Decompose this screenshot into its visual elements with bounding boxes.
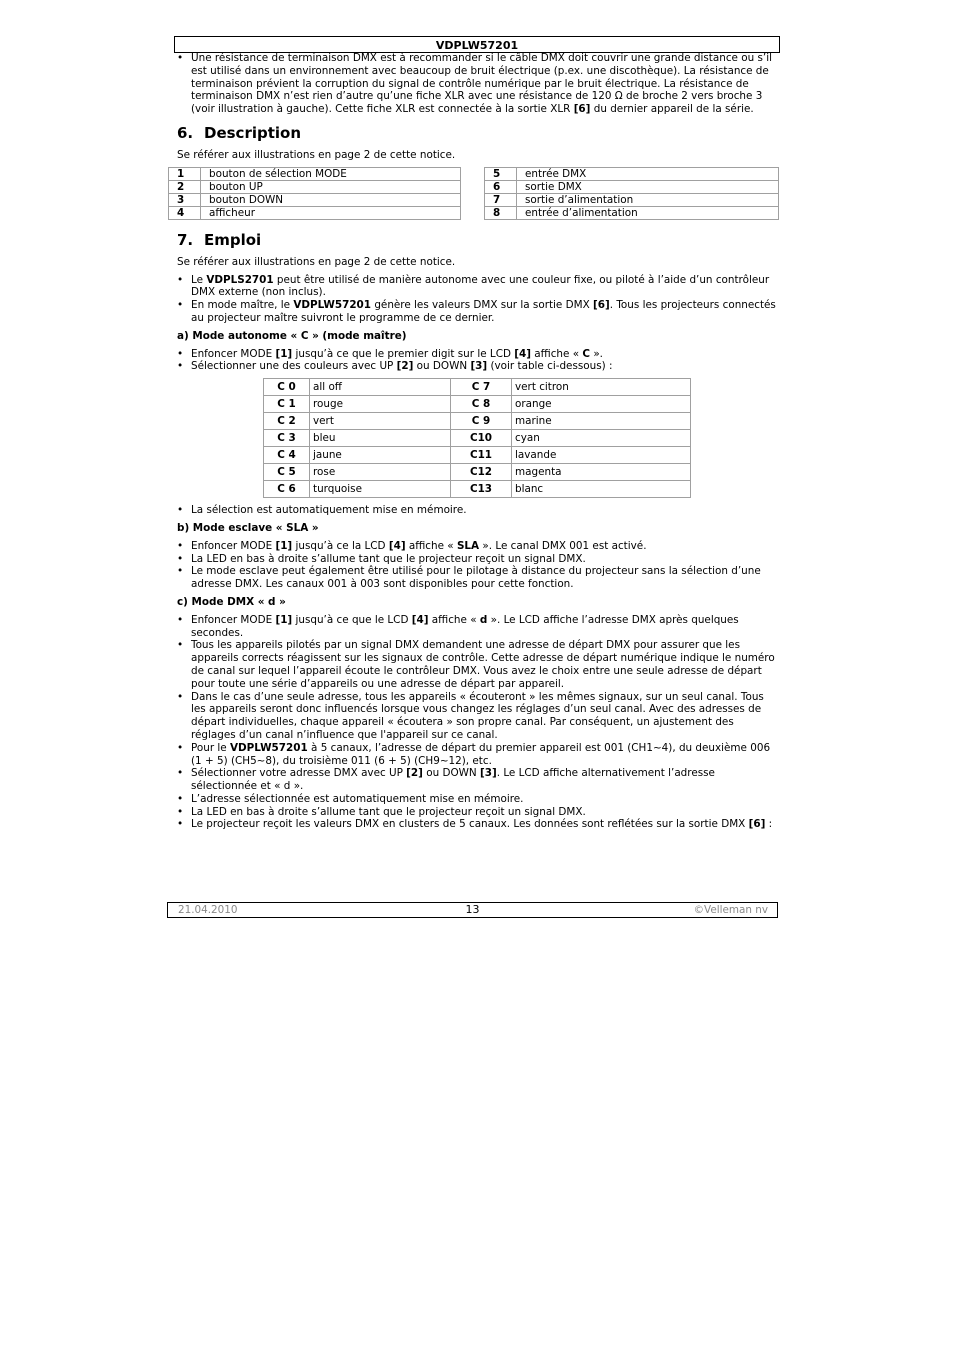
color-name: blanc: [512, 481, 691, 498]
ref: [1]: [275, 539, 293, 552]
section-7-ref: Se référer aux illustrations en page 2 de cette notice.: [177, 255, 456, 268]
table-row: [264, 430, 691, 447]
color-name: all off: [310, 379, 451, 396]
subsection-c-list: [177, 614, 777, 832]
part-number: 3: [169, 193, 201, 206]
text: jusqu’à ce que le premier digit sur le LCD: [292, 347, 515, 360]
color-table: [263, 378, 691, 498]
footer-date: 21.04.2010: [178, 904, 238, 916]
color-code: C 2: [264, 413, 310, 430]
color-code: C 1: [264, 396, 310, 413]
ref: [4]: [411, 613, 429, 626]
text: Enfoncer MODE: [191, 613, 276, 626]
text: à 5 canaux, l’adresse de départ du premier appareil est 001 (CH1~4), du deuxième 006 (1 + 5) (CH5~8), du troisième 011 (6 + 5) (CH9~12), etc.: [191, 741, 771, 767]
ref: [6]: [573, 103, 591, 116]
text: jusqu’à ce la LCD: [292, 539, 389, 552]
table-row: [485, 206, 779, 219]
list-item: [177, 360, 777, 373]
table-row: [264, 413, 691, 430]
text: :: [765, 818, 773, 831]
list-item: [177, 742, 777, 768]
text: Le projecteur reçoit les valeurs DMX en clusters de 5 canaux. Les données sont reflétées sur la sortie DMX: [191, 818, 749, 831]
text: du dernier appareil de la série.: [590, 103, 754, 116]
part-number: 2: [169, 180, 201, 193]
section-7-list: [177, 274, 777, 325]
ref: [1]: [275, 613, 293, 626]
list-item: [177, 614, 777, 640]
color-code: C13: [451, 481, 512, 498]
section-number: 7.: [177, 230, 194, 249]
ref: [4]: [514, 347, 531, 360]
text: Sélectionner une des couleurs avec UP: [191, 360, 397, 373]
list-item: • La LED en bas à droite s’allume tant que le projecteur reçoit un signal DMX.: [177, 553, 777, 566]
section-title: Description: [204, 123, 302, 142]
ref: C: [582, 347, 591, 360]
text: Une résistance de terminaison DMX est à recommander si le câble DMX doit couvrir une grande distance ou s’il est utilisé dans un environnement avec beaucoup de bruit électrique (p.ex. une discothèque). La résistance de terminaison prévient la corruption du signal de contrôle numérique par le bruit électrique. La résistance de terminaison DMX n’est rien d’autre qu’une fiche XLR avec une résistance de 120 Ω de broche 2 vers broche 3 (voir illustration à gauche). Cette fiche XLR est connectée à la sortie XLR: [191, 52, 772, 116]
text: Enfoncer MODE: [191, 539, 276, 552]
text: ». Le canal DMX 001 est activé.: [479, 539, 647, 552]
model: VDPLW57201: [230, 741, 308, 754]
subsection-a-title: a) Mode autonome « C » (mode maître): [177, 329, 407, 342]
color-name: orange: [512, 396, 691, 413]
color-code: C 0: [264, 379, 310, 396]
text: ou DOWN: [413, 360, 471, 373]
intro-bullet: [177, 52, 777, 116]
ref: d: [479, 613, 488, 626]
subsection-b-list: [177, 540, 777, 591]
text: peut être utilisé de manière autonome avec une couleur fixe, ou piloté à l’aide d’un contrôleur DMX externe (non inclus).: [191, 273, 770, 299]
color-code: C12: [451, 464, 512, 481]
color-code: C 6: [264, 481, 310, 498]
section-number: 6.: [177, 123, 194, 142]
model: VDPLW57201: [293, 299, 372, 312]
intro-list: [177, 52, 777, 116]
list-item: • La sélection est automatiquement mise en mémoire.: [177, 504, 777, 517]
color-code: C 9: [451, 413, 512, 430]
color-code: C 8: [451, 396, 512, 413]
color-name: bleu: [310, 430, 451, 447]
text: génère les valeurs DMX sur la sortie DMX: [371, 299, 594, 312]
color-code: C 5: [264, 464, 310, 481]
color-name: vert: [310, 413, 451, 430]
table-row: [169, 206, 461, 219]
description-table-left: [168, 167, 461, 220]
list-item: [177, 348, 777, 361]
table-row: [264, 396, 691, 413]
ref: [6]: [748, 818, 766, 831]
text: ». Le LCD affiche l’adresse DMX après quelques secondes.: [191, 613, 739, 639]
ref: [1]: [275, 347, 293, 360]
part-number: 1: [169, 167, 201, 180]
part-label: bouton DOWN: [201, 193, 461, 206]
text: . Le LCD affiche alternativement l’adresse sélectionnée et « d ».: [191, 767, 715, 793]
part-label: bouton UP: [201, 180, 461, 193]
text: En mode maître, le: [191, 299, 294, 312]
color-code: C11: [451, 447, 512, 464]
color-code: C 3: [264, 430, 310, 447]
list-item: [177, 299, 777, 325]
table-row: [264, 464, 691, 481]
text: ou DOWN: [422, 767, 480, 780]
header-model: VDPLW57201: [174, 36, 780, 53]
part-number: 8: [485, 206, 517, 219]
list-item: [177, 818, 777, 831]
content: [177, 52, 777, 831]
text: affiche «: [405, 539, 457, 552]
color-name: vert citron: [512, 379, 691, 396]
part-number: 4: [169, 206, 201, 219]
ref: [2]: [406, 767, 423, 780]
description-table-right: [484, 167, 779, 220]
page-footer: [167, 902, 778, 918]
list-item: [177, 540, 777, 553]
text: Pour le: [191, 741, 230, 754]
text: (voir table ci-dessous) :: [487, 360, 613, 373]
list-item: • Dans le cas d’une seule adresse, tous les appareils « écouteront » les mêmes signaux, sur un seul canal. Tous les appareils seront donc influencés lorsque vous changez les réglages d’un seul canal. Avec des adresses de départ individuelles, chaque appareil « écoutera » son propre canal. Par conséquent, un ajustement des réglages d’un canal n’influence que l'appareil sur ce canal.: [177, 691, 777, 742]
color-code: C10: [451, 430, 512, 447]
subsection-c-title: c) Mode DMX « d »: [177, 595, 286, 608]
text: Sélectionner votre adresse DMX avec UP: [191, 767, 407, 780]
table-row: [485, 193, 779, 206]
color-name: jaune: [310, 447, 451, 464]
table-row: [485, 180, 779, 193]
list-item: • La LED en bas à droite s’allume tant que le projecteur reçoit un signal DMX.: [177, 806, 777, 819]
table-row: [169, 193, 461, 206]
text: jusqu’à ce que le LCD: [292, 613, 412, 626]
text: Enfoncer MODE: [191, 347, 276, 360]
table-row: [169, 180, 461, 193]
section-6-heading: [177, 124, 777, 142]
section-7-heading: [177, 231, 777, 249]
part-number: 5: [485, 167, 517, 180]
subsection-a-list: [177, 348, 777, 374]
color-code: C 7: [451, 379, 512, 396]
part-number: 7: [485, 193, 517, 206]
ref: [2]: [396, 360, 414, 373]
color-name: marine: [512, 413, 691, 430]
list-item: • Le mode esclave peut également être utilisé pour le pilotage à distance du projecteur sans la sélection d’une adresse DMX. Les canaux 001 à 003 sont disponibles pour cette fonction.: [177, 565, 777, 591]
table-row: [264, 481, 691, 498]
ref: [3]: [479, 767, 497, 780]
description-tables: [168, 167, 780, 223]
color-name: turquoise: [310, 481, 451, 498]
text: Le: [191, 273, 207, 286]
footer-copyright: ©Velleman nv: [693, 904, 768, 916]
model: VDPLS2701: [206, 273, 274, 286]
ref: [6]: [593, 299, 610, 312]
color-name: rose: [310, 464, 451, 481]
table-row: [169, 167, 461, 180]
ref: SLA: [456, 539, 480, 552]
color-code: C 4: [264, 447, 310, 464]
color-name: lavande: [512, 447, 691, 464]
color-name: cyan: [512, 430, 691, 447]
text: ».: [590, 347, 603, 360]
table-row: [485, 167, 779, 180]
table-row: [264, 379, 691, 396]
subsection-b-title: b) Mode esclave « SLA »: [177, 521, 319, 534]
part-label: sortie d’alimentation: [517, 193, 779, 206]
table-row: [264, 447, 691, 464]
list-item: [177, 274, 777, 300]
text: . Tous les projecteurs connectés au projecteur maître suivront le programme de ce dernier.: [191, 299, 776, 324]
part-label: entrée DMX: [517, 167, 779, 180]
list-item: [177, 767, 777, 793]
section-6-ref: Se référer aux illustrations en page 2 de cette notice.: [177, 148, 456, 161]
subsection-a-list-2: [177, 504, 777, 517]
part-label: afficheur: [201, 206, 461, 219]
color-name: rouge: [310, 396, 451, 413]
color-name: magenta: [512, 464, 691, 481]
section-title: Emploi: [204, 230, 262, 249]
text: affiche «: [428, 613, 480, 626]
ref: [4]: [388, 539, 406, 552]
text: affiche «: [531, 347, 583, 360]
list-item: • Tous les appareils pilotés par un signal DMX demandent une adresse de départ DMX pour assurer que les appareils corrects réagissent sur les signaux de contrôle. Cette adresse de départ numérique indique le numéro de canal sur lequel l’appareil écoute le contrôleur DMX. Vous avez le choix entre une seule adresse de départ pour toute une série d’appareils ou une adresse de départ par appareil.: [177, 639, 777, 690]
part-label: entrée d’alimentation: [517, 206, 779, 219]
part-label: sortie DMX: [517, 180, 779, 193]
list-item: • L’adresse sélectionnée est automatiquement mise en mémoire.: [177, 793, 777, 806]
page-number: 13: [465, 903, 480, 916]
ref: [3]: [470, 360, 488, 373]
part-label: bouton de sélection MODE: [201, 167, 461, 180]
part-number: 6: [485, 180, 517, 193]
